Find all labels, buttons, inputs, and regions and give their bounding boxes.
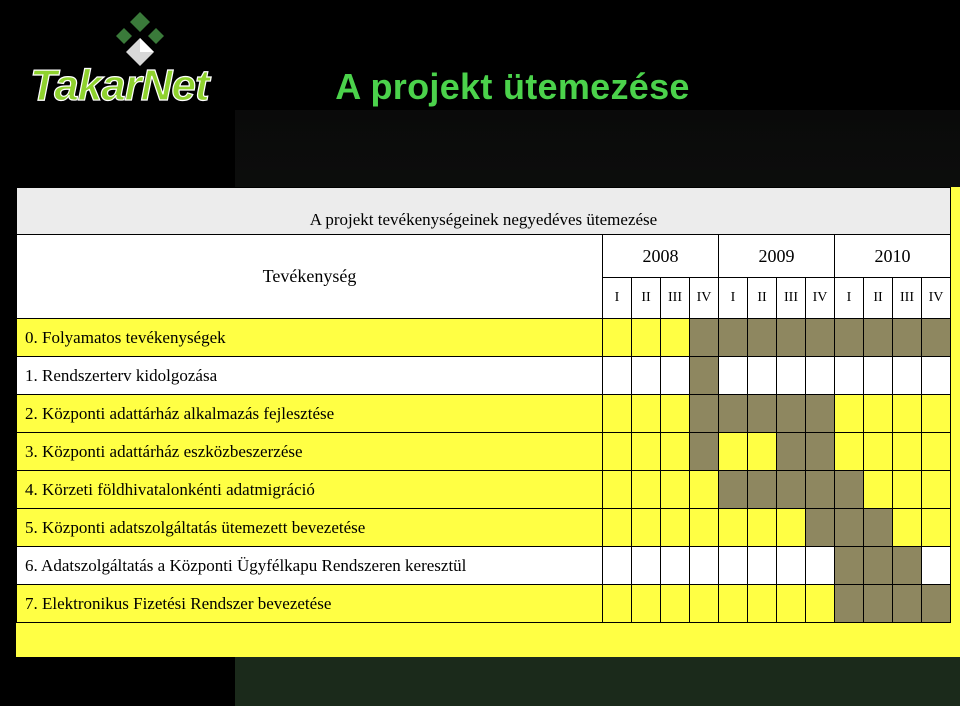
schedule-cell-active [893,585,922,623]
table-row [17,547,951,585]
schedule-cell [806,357,835,395]
schedule-cell [777,585,806,623]
schedule-cell [661,471,690,509]
schedule-cell [777,509,806,547]
schedule-cell [690,471,719,509]
schedule-cell-active [893,547,922,585]
schedule-cell [661,357,690,395]
schedule-cell [748,433,777,471]
schedule-cell [864,471,893,509]
schedule-cell [690,509,719,547]
schedule-cell [661,395,690,433]
schedule-cell-active [690,357,719,395]
schedule-cell [632,357,661,395]
schedule-cell-active [835,547,864,585]
schedule-cell-active [748,471,777,509]
schedule-cell-active [719,395,748,433]
bottom-band [235,657,960,706]
schedule-cell [893,395,922,433]
schedule-cell [893,509,922,547]
schedule-cell [719,433,748,471]
schedule-cell-active [777,471,806,509]
schedule-cell [632,585,661,623]
schedule-cell [632,471,661,509]
schedule-cell [777,547,806,585]
schedule-cell [922,547,951,585]
schedule-cell [690,547,719,585]
schedule-cell-active [864,319,893,357]
schedule-cell [806,547,835,585]
schedule-cell-active [835,319,864,357]
quarter-header: II [748,278,777,319]
schedule-cell [922,471,951,509]
quarter-header: IV [922,278,951,319]
schedule-cell [777,357,806,395]
table-row [17,395,951,433]
schedule-cell [603,357,632,395]
quarter-header: I [603,278,632,319]
schedule-cell-active [806,395,835,433]
schedule-cell [835,395,864,433]
schedule-cell [748,547,777,585]
schedule-cell [603,509,632,547]
schedule-cell-active [893,319,922,357]
svg-text:TakarNet: TakarNet [30,61,209,108]
quarter-header: I [835,278,864,319]
schedule-cell [864,395,893,433]
schedule-cell [690,585,719,623]
schedule-cell-active [864,509,893,547]
quarter-header: III [777,278,806,319]
table-row [17,433,951,471]
schedule-cell [632,395,661,433]
schedule-cell [661,547,690,585]
schedule-cell [922,433,951,471]
table-caption: A projekt tevékenységeinek negyedéves ütemezése [17,188,951,235]
slide-title: A projekt ütemezése [335,66,690,107]
schedule-cell-active [922,319,951,357]
quarter-header: II [864,278,893,319]
schedule-cell [719,547,748,585]
schedule-cell [661,509,690,547]
schedule-cell-active [806,319,835,357]
table-row [17,585,951,623]
schedule-cell [864,433,893,471]
schedule-cell [835,433,864,471]
schedule-cell-active [835,509,864,547]
schedule-cell-active [864,585,893,623]
schedule-cell-active [777,395,806,433]
schedule-cell [661,319,690,357]
quarter-header: II [632,278,661,319]
schedule-cell-active [690,433,719,471]
schedule-cell-active [777,433,806,471]
schedule-cell [632,509,661,547]
schedule-cell-active [806,433,835,471]
schedule-cell [603,319,632,357]
schedule-cell [603,547,632,585]
schedule-cell [603,585,632,623]
quarter-header: IV [806,278,835,319]
activity-header: Tevékenység [17,235,603,319]
quarter-header: IV [690,278,719,319]
schedule-cell-active [922,585,951,623]
schedule-cell [632,547,661,585]
schedule-cell-active [719,471,748,509]
schedule-cell [603,471,632,509]
schedule-cell [806,585,835,623]
activity-label: 1. Rendszerterv kidolgozása [17,357,603,395]
activity-label: 3. Központi adattárház eszközbeszerzése [17,433,603,471]
schedule-cell [893,471,922,509]
schedule-cell [632,433,661,471]
activity-label: 0. Folyamatos tevékenységek [17,319,603,357]
activity-label: 2. Központi adattárház alkalmazás fejlesztése [17,395,603,433]
quarter-header: III [893,278,922,319]
quarter-header: I [719,278,748,319]
schedule-table [16,187,951,623]
schedule-cell [603,395,632,433]
schedule-cell-active [748,395,777,433]
activity-label: 4. Körzeti földhivatalonkénti adatmigráció [17,471,603,509]
schedule-cell-active [748,319,777,357]
schedule-cell-active [835,471,864,509]
schedule-cell [661,585,690,623]
activity-label: 7. Elektronikus Fizetési Rendszer bevezetése [17,585,603,623]
schedule-cell [748,357,777,395]
table-row [17,471,951,509]
schedule-cell [922,357,951,395]
schedule-cell [893,433,922,471]
schedule-cell [864,357,893,395]
schedule-cell-active [864,547,893,585]
table-row [17,319,951,357]
year-header: 2009 [719,235,835,278]
schedule-cell-active [835,585,864,623]
schedule-cell [748,585,777,623]
schedule-cell [719,585,748,623]
schedule-cell [893,357,922,395]
schedule-cell-active [806,471,835,509]
schedule-cell-active [690,319,719,357]
schedule-cell [719,509,748,547]
schedule-table-wrap [16,187,951,623]
schedule-cell-active [690,395,719,433]
activity-label: 6. Adatszolgáltatás a Központi Ügyfélkapu Rendszeren keresztül [17,547,603,585]
activity-label: 5. Központi adatszolgáltatás ütemezett bevezetése [17,509,603,547]
schedule-cell [719,357,748,395]
year-header: 2010 [835,235,951,278]
year-header: 2008 [603,235,719,278]
schedule-cell [661,433,690,471]
schedule-cell [922,395,951,433]
quarter-header: III [661,278,690,319]
schedule-cell-active [806,509,835,547]
table-row [17,509,951,547]
schedule-cell-active [777,319,806,357]
schedule-cell [748,509,777,547]
schedule-cell [603,433,632,471]
schedule-cell [835,357,864,395]
schedule-cell-active [719,319,748,357]
schedule-cell [632,319,661,357]
table-row [17,357,951,395]
schedule-cell [922,509,951,547]
